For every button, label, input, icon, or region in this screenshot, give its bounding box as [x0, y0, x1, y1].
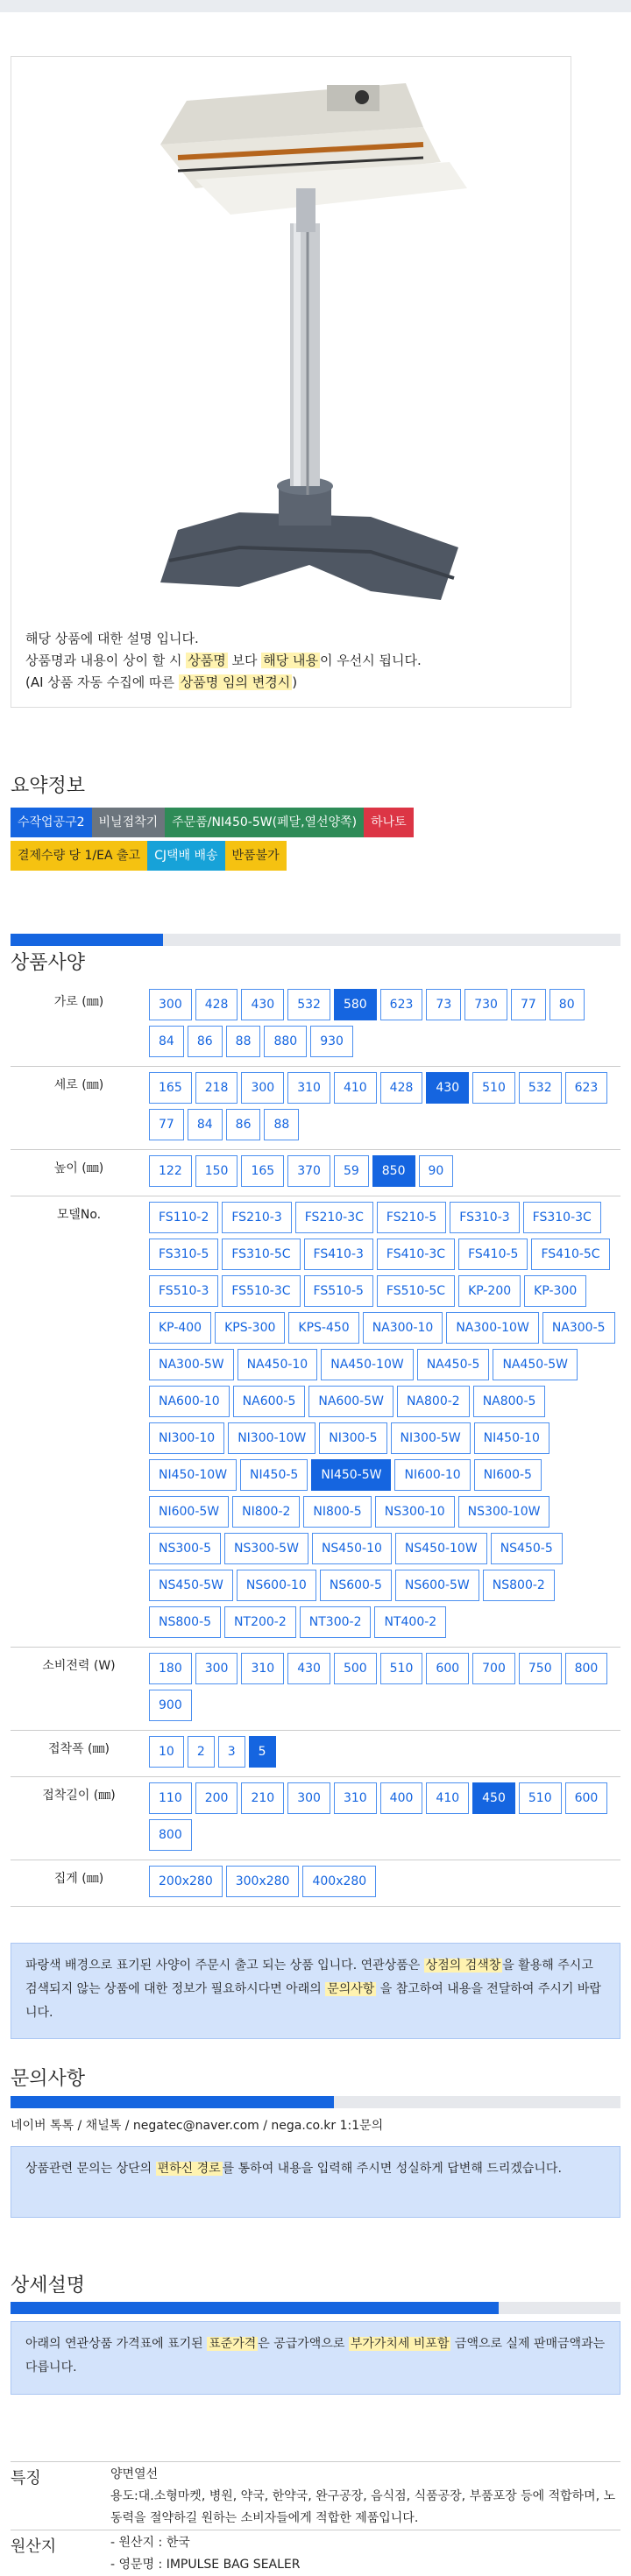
spec-row-options [147, 1731, 620, 1776]
spec-option-chip[interactable]: 73 [426, 989, 461, 1020]
spec-option-chip[interactable]: NA450-5W [493, 1349, 578, 1380]
spec-option-chip[interactable]: NI300-5 [319, 1422, 386, 1454]
spec-option-chip[interactable]: 86 [188, 1026, 223, 1057]
spec-row-options [147, 1777, 620, 1860]
summary-tag: 주문품/NI450-5W(페달,열선양쪽) [165, 808, 364, 837]
spec-row-label: 소비전력 (W) [42, 1659, 116, 1673]
spec-option-chip[interactable]: NT400-2 [374, 1606, 446, 1638]
spec-option-chip[interactable]: 80 [549, 989, 585, 1020]
spec-option-chip[interactable]: FS510-5C [377, 1275, 455, 1307]
spec-option-chip[interactable]: 310 [241, 1653, 284, 1684]
spec-option-chip[interactable]: 200x280 [149, 1866, 223, 1897]
description-line-3: (AI 상품 자동 수집에 따른 상품명 임의 변경시 ) [25, 674, 298, 690]
spec-option-chip[interactable]: 510 [472, 1072, 515, 1104]
spec-option-chip[interactable]: 430 [426, 1072, 469, 1104]
detail-info-value [110, 2530, 620, 2576]
spec-option-chip[interactable]: 200 [195, 1782, 238, 1814]
spec-option-chip[interactable]: 730 [464, 989, 507, 1020]
contact-links[interactable]: 네이버 톡톡 / 채널톡 / negatec@naver.com / nega.co.kr 1:1문의 [11, 2119, 384, 2133]
spec-option-chip[interactable]: FS410-5 [458, 1239, 528, 1270]
spec-option-chip[interactable]: 10 [149, 1736, 184, 1768]
spec-progress-fill [11, 934, 163, 946]
spec-option-chip[interactable]: 88 [264, 1109, 299, 1140]
spec-row [11, 1777, 620, 1860]
detail-info-value [110, 2462, 620, 2530]
spec-option-chip[interactable]: 165 [149, 1072, 192, 1104]
spec-option-chip[interactable]: 500 [334, 1653, 377, 1684]
spec-option-chip[interactable]: FS410-3C [377, 1239, 455, 1270]
spec-option-chip[interactable]: 750 [519, 1653, 562, 1684]
spec-option-chip[interactable]: 510 [380, 1653, 423, 1684]
spec-row-label: 접착폭 (㎜) [48, 1742, 110, 1756]
spec-option-chip[interactable]: FS510-5 [304, 1275, 373, 1307]
spec-title: 상품사양 [11, 952, 86, 974]
spec-option-chip[interactable]: NS300-5 [149, 1533, 221, 1564]
spec-row-label: 세로 (㎜) [53, 1078, 104, 1092]
spec-option-chip[interactable]: 77 [149, 1109, 184, 1140]
spec-option-chip[interactable]: FS510-3 [149, 1275, 218, 1307]
spec-option-chip[interactable]: 3 [218, 1736, 245, 1768]
spec-row-options [147, 984, 620, 1066]
spec-option-chip[interactable]: FS410-5C [531, 1239, 609, 1270]
spec-option-chip[interactable]: NS300-10W [458, 1496, 550, 1528]
product-image-box [11, 56, 571, 708]
spec-option-chip[interactable]: FS210-5 [377, 1202, 446, 1233]
spec-progress-bar [11, 934, 620, 946]
spec-option-chip[interactable]: 900 [149, 1690, 192, 1721]
spec-option-chip[interactable]: 150 [195, 1155, 238, 1187]
spec-option-chip[interactable]: 88 [226, 1026, 261, 1057]
spec-row [11, 1067, 620, 1150]
spec-row [11, 1860, 620, 1907]
spec-option-chip[interactable]: 532 [287, 989, 330, 1020]
spec-option-chip[interactable]: 310 [287, 1072, 330, 1104]
inquiry-notice: 상품관련 문의는 상단의 편하신 경로 를 통하여 내용을 입력해 주시면 성실하게 답변해 드리겠습니다. [11, 2146, 620, 2218]
spec-notice: 파랑색 배경으로 표기된 사양이 주문시 출고 되는 상품 입니다. 연관상품은 상점의 검색창 을 활용해 주시고 검색되지 않는 상품에 대한 정보가 필요하시다면 아래의 문의사항 을 참고하여 내용을 전달하여 주시기 바랍니다. [11, 1943, 620, 2039]
spec-row-options [147, 1860, 620, 1906]
spec-option-chip[interactable]: NI450-5 [240, 1459, 308, 1491]
spec-option-chip[interactable]: 532 [519, 1072, 562, 1104]
spec-option-chip[interactable]: NS600-10 [237, 1570, 316, 1601]
spec-option-chip[interactable]: NI600-5 [474, 1459, 542, 1491]
spec-row [11, 1648, 620, 1731]
spec-option-chip[interactable]: 430 [287, 1653, 330, 1684]
summary-tag: 반품불가 [225, 841, 287, 871]
spec-option-chip[interactable]: NI300-5W [391, 1422, 471, 1454]
spec-option-chip[interactable]: FS310-5 [149, 1239, 218, 1270]
spec-option-chip[interactable]: NA450-10W [321, 1349, 413, 1380]
spec-row-label: 모델No. [56, 1208, 102, 1222]
spec-option-chip[interactable]: NS450-10 [312, 1533, 392, 1564]
spec-option-chip[interactable]: 430 [241, 989, 284, 1020]
spec-option-chip[interactable]: 59 [334, 1155, 369, 1187]
spec-option-chip[interactable]: KPS-300 [215, 1312, 285, 1344]
spec-option-chip[interactable]: 300 [195, 1653, 238, 1684]
spec-option-chip[interactable]: NA600-5W [308, 1386, 393, 1417]
spec-option-chip[interactable]: NI450-10W [149, 1459, 237, 1491]
spec-option-chip[interactable]: 5 [249, 1736, 276, 1768]
spec-option-chip[interactable]: NI300-10W [228, 1422, 316, 1454]
summary-tag: 하나토 [364, 808, 414, 837]
spec-option-chip[interactable]: NS300-10 [375, 1496, 455, 1528]
spec-row-label: 가로 (㎜) [53, 995, 104, 1009]
summary-tags [11, 808, 589, 841]
spec-row-label: 집게 (㎜) [53, 1872, 104, 1886]
spec-option-chip[interactable]: 90 [419, 1155, 454, 1187]
spec-option-chip[interactable]: 370 [287, 1155, 330, 1187]
spec-option-chip[interactable]: NI300-10 [149, 1422, 224, 1454]
spec-row-options [147, 1150, 620, 1196]
spec-option-chip[interactable]: 410 [334, 1072, 377, 1104]
spec-option-chip[interactable]: NA450-10 [238, 1349, 318, 1380]
spec-option-chip[interactable]: 400 [380, 1782, 423, 1814]
spec-option-chip[interactable]: NI450-5W [311, 1459, 391, 1491]
spec-option-chip[interactable]: 510 [519, 1782, 562, 1814]
spec-option-chip[interactable]: 165 [241, 1155, 284, 1187]
spec-option-chip[interactable]: 84 [149, 1026, 184, 1057]
spec-row [11, 984, 620, 1067]
spec-option-chip[interactable]: 300 [149, 989, 192, 1020]
spec-option-chip[interactable]: NS800-2 [483, 1570, 555, 1601]
detail-info-line: 양면열선 [110, 2467, 159, 2481]
spec-option-chip[interactable]: NS450-10W [395, 1533, 487, 1564]
spec-option-chip[interactable]: 428 [195, 989, 238, 1020]
spec-option-chip[interactable]: 930 [310, 1026, 353, 1057]
spec-option-chip[interactable]: NA300-10 [363, 1312, 443, 1344]
spec-option-chip[interactable]: 110 [149, 1782, 192, 1814]
spec-option-chip[interactable]: NA300-5 [542, 1312, 615, 1344]
spec-option-chip[interactable]: FS410-3 [304, 1239, 373, 1270]
inquiry-progress-bar [11, 2096, 620, 2108]
spec-option-chip[interactable]: 580 [334, 989, 377, 1020]
detail-progress-bar [11, 2302, 620, 2314]
spec-option-chip[interactable]: NA450-5 [417, 1349, 490, 1380]
detail-info-line: - 영문명 : IMPULSE BAG SEALER [110, 2558, 301, 2572]
product-image [108, 74, 493, 609]
spec-option-chip[interactable]: FS310-3C [523, 1202, 601, 1233]
spec-option-chip[interactable]: 700 [472, 1653, 515, 1684]
spec-option-chip[interactable]: 310 [334, 1782, 377, 1814]
spec-option-chip[interactable]: FS310-3 [450, 1202, 519, 1233]
spec-option-chip[interactable]: FS210-3C [295, 1202, 373, 1233]
detail-info-key: 특징 [11, 2469, 41, 2488]
detail-info-line: 용도:대.소형마켓, 병원, 약국, 한약국, 완구공장, 음식점, 식품공장, 부품포장 등에 적합하며, 노동력을 절약하길 원하는 소비자들에게 적합한 제품입니다. [110, 2489, 616, 2525]
spec-option-chip[interactable]: 300 [287, 1782, 330, 1814]
spec-option-chip[interactable]: NA600-5 [233, 1386, 306, 1417]
spec-option-chip[interactable]: NI800-5 [303, 1496, 371, 1528]
spec-option-chip[interactable]: NI450-10 [474, 1422, 549, 1454]
spec-option-chip[interactable]: NS300-5W [224, 1533, 308, 1564]
summary-title: 요약정보 [11, 775, 86, 797]
spec-option-chip[interactable]: 850 [372, 1155, 415, 1187]
spec-row-options [147, 1067, 620, 1149]
spec-option-chip[interactable]: 2 [188, 1736, 215, 1768]
spec-option-chip[interactable]: 180 [149, 1653, 192, 1684]
spec-row [11, 1150, 620, 1196]
spec-option-chip[interactable]: KPS-450 [288, 1312, 358, 1344]
summary-tag: CJ택배 배송 [147, 841, 224, 871]
spec-option-chip[interactable]: NS450-5 [491, 1533, 563, 1564]
detail-info-line: - 원산지 : 한국 [110, 2536, 190, 2550]
spec-option-chip[interactable]: NA800-2 [397, 1386, 470, 1417]
summary-tags-row-2 [11, 841, 589, 874]
spec-row [11, 1196, 620, 1648]
spec-option-chip[interactable]: NS600-5 [320, 1570, 392, 1601]
spec-option-chip[interactable]: 300 [241, 1072, 284, 1104]
spec-option-chip[interactable]: NA300-10W [446, 1312, 538, 1344]
spec-option-chip[interactable]: KP-300 [524, 1275, 586, 1307]
spec-option-chip[interactable]: FS210-3 [222, 1202, 291, 1233]
spec-row-options [147, 1648, 620, 1730]
summary-tag: 비닐접착기 [92, 808, 166, 837]
spec-option-chip[interactable]: 86 [226, 1109, 261, 1140]
summary-tag: 수작업공구2 [11, 808, 92, 837]
inquiry-progress-fill [11, 2096, 334, 2108]
spec-option-chip[interactable]: 450 [472, 1782, 515, 1814]
spec-option-chip[interactable]: 300x280 [226, 1866, 300, 1897]
spec-option-chip[interactable]: NS800-5 [149, 1606, 221, 1638]
spec-option-chip[interactable]: NI600-10 [394, 1459, 470, 1491]
detail-info-key: 원산지 [11, 2537, 57, 2556]
spec-option-chip[interactable]: 600 [426, 1653, 469, 1684]
spec-option-chip[interactable]: NS600-5W [395, 1570, 479, 1601]
detail-progress-fill [11, 2302, 499, 2314]
detail-info-row [11, 2530, 620, 2576]
spec-option-chip[interactable]: KP-200 [458, 1275, 521, 1307]
spec-option-chip[interactable]: 84 [188, 1109, 223, 1140]
spec-option-chip[interactable]: NS450-5W [149, 1570, 233, 1601]
spec-row-label: 접착길이 (㎜) [42, 1789, 116, 1803]
spec-option-chip[interactable]: NA600-10 [149, 1386, 230, 1417]
detail-info-table [11, 2461, 620, 2576]
spec-option-chip[interactable]: 623 [565, 1072, 608, 1104]
spec-option-chip[interactable]: NT300-2 [300, 1606, 372, 1638]
spec-option-chip[interactable]: 600 [565, 1782, 608, 1814]
product-description [25, 628, 422, 694]
spec-option-chip[interactable]: FS310-5C [222, 1239, 300, 1270]
description-line-2: 상품명과 내용이 상이 할 시 상품명 보다 해당 내용 이 우선시 됩니다. [25, 653, 422, 668]
spec-option-chip[interactable]: 218 [195, 1072, 238, 1104]
spec-option-chip[interactable]: 410 [426, 1782, 469, 1814]
spec-row-label: 높이 (㎜) [53, 1161, 104, 1175]
summary-tag: 결제수량 당 1/EA 출고 [11, 841, 147, 871]
detail-notice: 아래의 연관상품 가격표에 표기된 표준가격 은 공급가액으로 부가가치세 비포함 금액으로 실제 판매금액과는 다릅니다. [11, 2321, 620, 2395]
spec-option-chip[interactable]: 122 [149, 1155, 192, 1187]
spec-option-chip[interactable]: NT200-2 [224, 1606, 296, 1638]
spec-option-chip[interactable]: NA300-5W [149, 1349, 234, 1380]
spec-option-chip[interactable]: 77 [511, 989, 546, 1020]
spec-option-chip[interactable]: 428 [380, 1072, 423, 1104]
spec-row-options [147, 1196, 620, 1647]
spec-table [11, 984, 620, 1907]
spec-option-chip[interactable]: 623 [380, 989, 423, 1020]
spec-option-chip[interactable]: KP-400 [149, 1312, 211, 1344]
spec-option-chip[interactable]: 800 [565, 1653, 608, 1684]
description-line-1: 해당 상품에 대한 설명 입니다. [25, 631, 199, 646]
spec-option-chip[interactable]: NI800-2 [232, 1496, 300, 1528]
top-strip [0, 0, 631, 12]
spec-option-chip[interactable]: NI600-5W [149, 1496, 229, 1528]
spec-row [11, 1731, 620, 1777]
spec-option-chip[interactable]: FS110-2 [149, 1202, 218, 1233]
spec-option-chip[interactable]: 210 [241, 1782, 284, 1814]
detail-info-row [11, 2461, 620, 2530]
spec-option-chip[interactable]: NA800-5 [473, 1386, 546, 1417]
detail-title: 상세설명 [11, 2275, 86, 2297]
inquiry-title: 문의사항 [11, 2068, 86, 2090]
spec-option-chip[interactable]: 800 [149, 1819, 192, 1851]
spec-option-chip[interactable]: 880 [264, 1026, 307, 1057]
spec-option-chip[interactable]: 400x280 [302, 1866, 376, 1897]
spec-option-chip[interactable]: FS510-3C [222, 1275, 300, 1307]
